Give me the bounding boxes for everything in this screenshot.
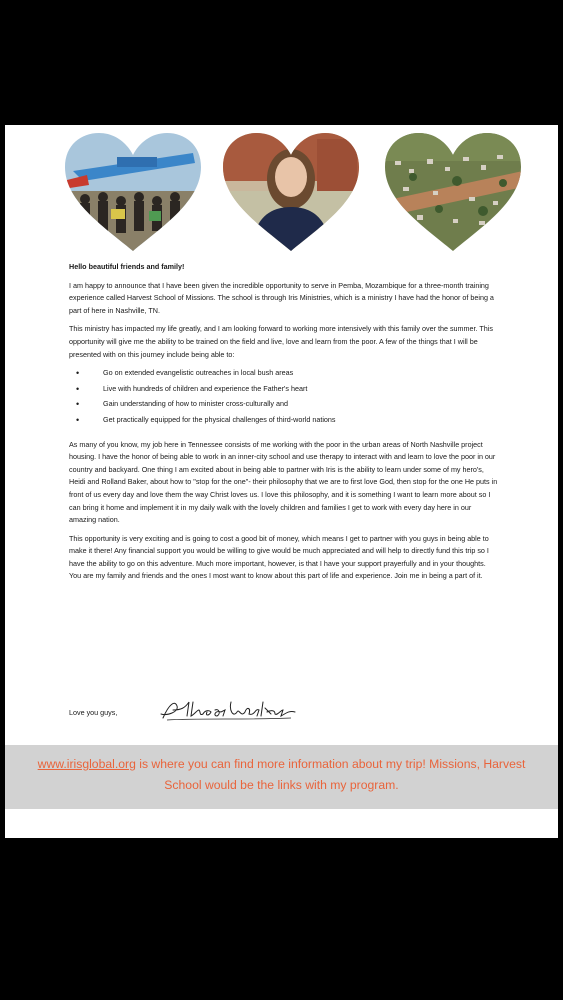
heart-photo-aerial (383, 131, 523, 253)
bullet-icon: • (76, 368, 80, 379)
footer-message-text: is where you can find more information about my trip! Missions, Harvest School would be the links with my program. (135, 757, 526, 792)
list-item: • Get practically equipped for the physical challenges of third-world nations (76, 414, 336, 425)
signature (159, 698, 299, 724)
closing-line: Love you guys, (69, 708, 118, 717)
greeting: Hello beautiful friends and family! (69, 262, 185, 271)
closing-row (69, 700, 489, 730)
paragraph-ministry: This ministry has impacted my life greatly, and I am looking forward to working more intensively with this family over the summer. This opportunity will give me the ability to be trained on the field and live, love and learn from the poor. A few of the things that I will be presented with on this journey include being able to: (69, 324, 493, 359)
heart-photo-row (63, 131, 523, 253)
bullet-icon: • (76, 414, 80, 425)
heart-photo-portrait (221, 131, 361, 253)
list-item: • Go on extended evangelistic outreaches in local bush areas (76, 368, 294, 379)
bullet-icon: • (76, 399, 80, 410)
footer-message (19, 754, 544, 796)
paragraph-support: This opportunity is very exciting and is going to cost a good bit of money, which means I get to partner with you guys in being able to make it there! Any financial support you would be willing to give would be much appreciated and will help to directly fund this trip so I have the ability to go on this adventure. Much more important, however, is that I have your support prayerfully and in your thoughts. You are my family and friends and the ones I most want to know about this part of life and experience. Join me in being a part of it. (69, 533, 489, 581)
letter-body (69, 261, 499, 589)
list-item: • Gain understanding of how to minister cross-culturally and (76, 399, 288, 410)
bullet-list (69, 367, 499, 426)
list-item: • Live with hundreds of children and experience the Father's heart (76, 383, 308, 394)
paragraph-intro: I am happy to announce that I have been given the incredible opportunity to serve in Pemba, Mozambique for a three-month training experience called Harvest School of Missions. The school is through Iris Ministries, which is a ministry I have had the honor of being a part of here in Nashville, TN. (69, 280, 494, 315)
paragraph-job: As many of you know, my job here in Tennessee consists of me working with the poor in the urban areas of North Nashville project housing. I have the honor of being able to work in an inner-city school and use therapy to interact with and learn to love the poor in our country and backyard. One thing I am excited about in being able to partner with Iris is the ability to learn under some of my hero's, Heidi and Rolland Baker, about how to "stop for the one"- their philosophy that we are to first love God, then stop for the one He puts in front of us every day and love them the way Christ loves us. I love this philosophy, and it is something I want to learn more about so I can bring it home and implement it in my daily walk with the lovely children and families I get to work with every day here in our amazing nation. (69, 439, 498, 525)
footer-band (5, 745, 558, 809)
bullet-icon: • (76, 383, 80, 394)
heart-photo-airplane (63, 131, 203, 253)
iris-global-link[interactable]: www.irisglobal.org (37, 757, 136, 771)
letter-page (5, 125, 558, 838)
